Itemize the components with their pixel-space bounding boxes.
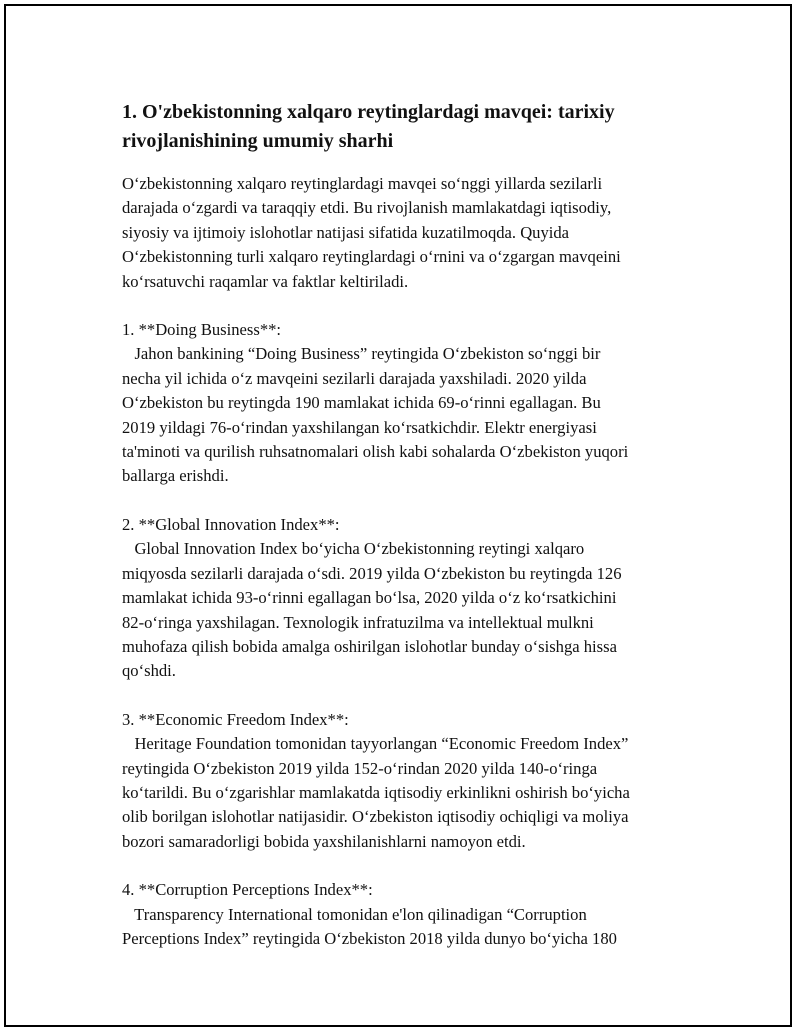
section-line: ballarga erishdi. — [122, 466, 229, 486]
intro-line: O‘zbekistonning turli xalqaro reytinglardagi o‘rnini va o‘zgargan mavqeini — [122, 247, 621, 267]
section-line: reytingida O‘zbekiston 2019 yilda 152-o‘rindan 2020 yilda 140-o‘ringa — [122, 758, 598, 778]
section-title: 4. **Corruption Perceptions Index**: — [122, 880, 373, 900]
section-corruption-perceptions-index — [122, 878, 702, 951]
section-line: miqyosda sezilarli darajada o‘sdi. 2019 yilda O‘zbekiston bu reytingda 126 — [122, 563, 622, 583]
document-title — [122, 98, 702, 156]
title-line: rivojlanishining umumiy sharhi — [122, 130, 394, 152]
section-line: Global Innovation Index bo‘yicha O‘zbekistonning reytingi xalqaro — [122, 539, 585, 559]
document-content — [122, 98, 702, 975]
section-line: 2019 yildagi 76-o‘rindan yaxshilangan ko‘rsatkichdir. Elektr energiyasi — [122, 417, 597, 437]
intro-line: O‘zbekistonning xalqaro reytinglardagi mavqei so‘nggi yillarda sezilarli — [122, 174, 603, 193]
intro-line: darajada o‘zgardi va taraqqiy etdi. Bu rivojlanish mamlakatdagi iqtisodiy, — [122, 198, 612, 218]
section-line: bozori samaradorligi bobida yaxshilanishlarni namoyon etdi. — [122, 831, 526, 851]
section-title: 2. **Global Innovation Index**: — [122, 514, 340, 534]
section-line: O‘zbekiston bu reytingda 190 mamlakat ichida 69-o‘rinni egallagan. Bu — [122, 393, 601, 413]
intro-paragraph — [122, 172, 702, 294]
section-line: ko‘tarildi. Bu o‘zgarishlar mamlakatda iqtisodiy erkinlikni oshirish bo‘yicha — [122, 782, 630, 802]
section-line: muhofaza qilish bobida amalga oshirilgan islohotlar bunday o‘sishga hissa — [122, 636, 617, 656]
intro-line: siyosiy va ijtimoiy islohotlar natijasi sifatida kuzatilmoqda. Quyida — [122, 222, 570, 242]
document-page — [4, 4, 792, 1027]
intro-line: ko‘rsatuvchi raqamlar va faktlar keltiriladi. — [122, 271, 409, 291]
section-line: Perceptions Index” reytingida O‘zbekiston 2018 yilda dunyo bo‘yicha 180 — [122, 928, 617, 948]
section-line: mamlakat ichida 93-o‘rinni egallagan bo‘lsa, 2020 yilda o‘z ko‘rsatkichini — [122, 588, 617, 608]
section-line: qo‘shdi. — [122, 661, 176, 681]
section-line: Heritage Foundation tomonidan tayyorlangan “Economic Freedom Index” — [122, 734, 629, 754]
section-line: necha yil ichida o‘z mavqeini sezilarli darajada yaxshiladi. 2020 yilda — [122, 368, 587, 388]
section-title: 1. **Doing Business**: — [122, 320, 282, 340]
section-doing-business — [122, 318, 702, 489]
section-economic-freedom-index — [122, 708, 702, 854]
title-line: 1. O'zbekistonning xalqaro reytinglardagi mavqei: tarixiy — [122, 101, 615, 123]
section-global-innovation-index — [122, 513, 702, 684]
section-line: olib borilgan islohotlar natijasidir. O‘zbekiston iqtisodiy ochiqligi va moliya — [122, 807, 629, 827]
section-line: ta'minoti va qurilish ruhsatnomalari olish kabi sohalarda O‘zbekiston yuqori — [122, 442, 629, 462]
section-line: 82-o‘ringa yaxshilagan. Texnologik infratuzilma va intellektual mulkni — [122, 612, 594, 632]
section-line: Jahon bankining “Doing Business” reytingida O‘zbekiston so‘nggi bir — [122, 344, 601, 364]
section-line: Transparency International tomonidan e'lon qilinadigan “Corruption — [122, 904, 587, 924]
section-title: 3. **Economic Freedom Index**: — [122, 709, 349, 729]
